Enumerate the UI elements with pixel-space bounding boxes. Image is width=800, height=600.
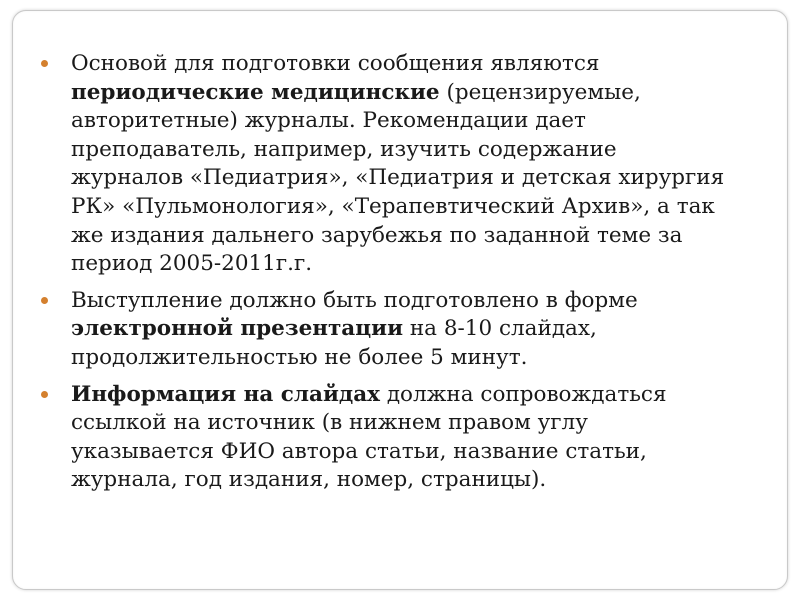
bullet-2-text-1: Выступление должно быть подготовлено в форме	[71, 287, 638, 313]
bullet-2-bold-1: электронной презентации	[71, 316, 404, 342]
bullet-1-bold-1: периодические медицинские	[71, 79, 440, 105]
bullet-dot-icon	[41, 297, 48, 304]
bullet-item-1	[38, 50, 728, 279]
bullet-3-bold-1: Информация на слайдах	[71, 381, 380, 407]
bullet-3-text-1: должна сопровождаться ссылкой на источник (в нижнем правом углу указывается ФИО автора статьи, название статьи, журнала, год издания, номер, страницы).	[71, 381, 667, 493]
bullet-item-3	[38, 381, 728, 495]
bullet-item-2	[38, 287, 728, 373]
bullet-1-text-2: (рецензируемые, авторитетные) журналы. Рекомендации дает преподаватель, например, изучить содержание журналов «Педиатрия», «Педиатрия и детская хирургия РК» «Пульмонология», «Терапевтический Архив», а так же издания дальнего зарубежья по заданной теме за период 2005-2011г.г.	[71, 79, 725, 277]
bullet-dot-icon	[41, 60, 48, 67]
bullet-2-text-2: на 8-10 слайдах, продолжительностью не более 5 минут.	[71, 316, 597, 370]
slide-content	[38, 50, 728, 503]
bullet-dot-icon	[41, 391, 48, 398]
bullet-1-text-1: Основой для подготовки сообщения являются	[71, 51, 600, 76]
